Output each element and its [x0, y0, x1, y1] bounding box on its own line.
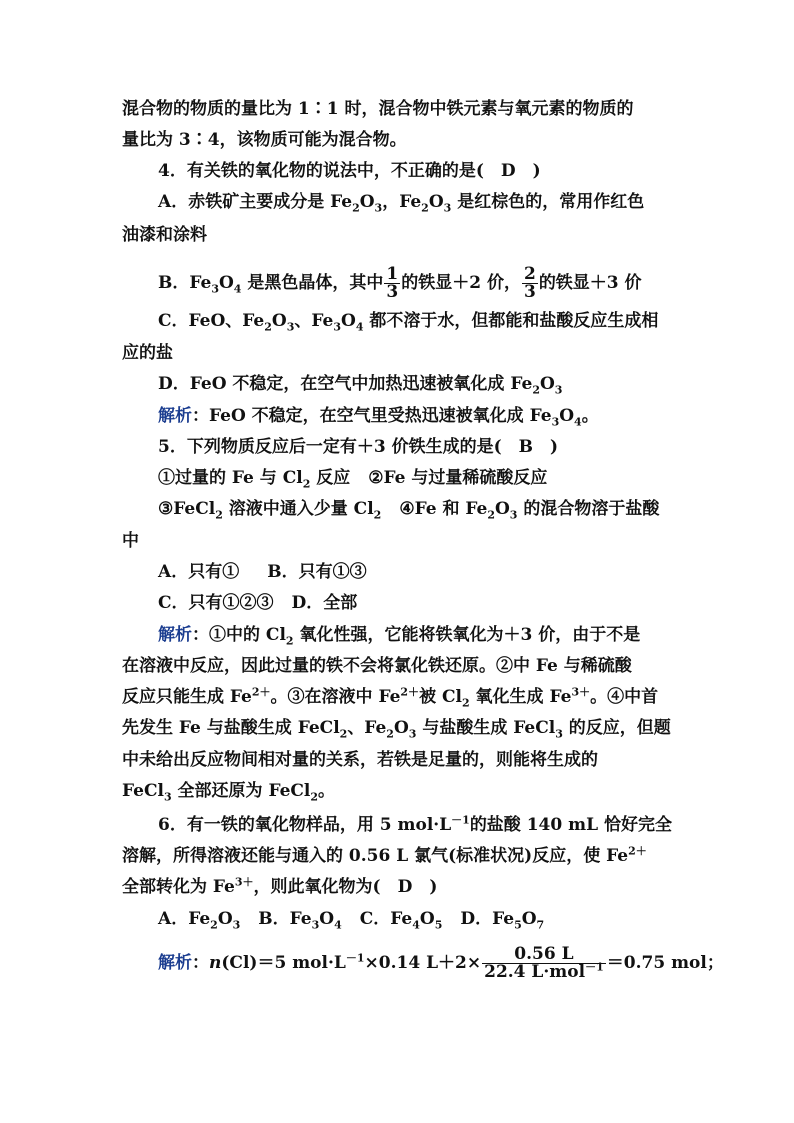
subscript: 4 [412, 918, 420, 932]
text-run: 溶解，所得溶液还能与通入的 0.56 L 氯气(标准状况)反应，使 Fe [122, 846, 629, 866]
text-run: 6．有一铁的氧化物样品，用 5 mol·L [158, 815, 452, 835]
subscript: 3 [374, 201, 383, 215]
text-run: 量比为 3∶4，该物质可能为混合物。 [122, 130, 407, 150]
subscript: 2 [532, 383, 540, 397]
subscript: 2 [339, 727, 348, 741]
q4-option-c [158, 310, 658, 332]
text-run: 3 [523, 282, 536, 302]
superscript: －1 [585, 960, 604, 974]
text-run: 的铁显＋3 价 [538, 273, 642, 293]
q5-statements-3-4 [158, 498, 659, 520]
text-run: (Cl)＝5 mol·L [221, 953, 346, 973]
superscript: 3＋ [234, 875, 254, 889]
text-run: 被 Cl [419, 687, 462, 707]
text-run: A．赤铁矿主要成分是 Fe [158, 192, 353, 212]
q5-statement-continuation [122, 530, 139, 552]
subscript: 2 [352, 201, 360, 215]
subscript: 5 [434, 918, 443, 932]
subscript: 2 [310, 790, 319, 804]
text-run: D．FeO 不稳定，在空气中加热迅速被氧化成 Fe [158, 374, 533, 394]
text-run: 、Fe [294, 311, 334, 331]
text-line [122, 749, 598, 771]
text-line [122, 876, 437, 898]
text-run: 先发生 Fe 与盐酸生成 FeCl [122, 718, 340, 738]
text-run: 反应只能生成 Fe [122, 687, 252, 707]
text-run: O [428, 192, 444, 212]
q4-explanation [158, 405, 599, 427]
fraction-one-third [384, 266, 400, 301]
subscript: 3 [286, 320, 295, 334]
text-run: O [393, 718, 409, 738]
text-line [122, 717, 671, 739]
text-run: ，则此氧化物为( D ) [253, 877, 438, 897]
subscript: 2 [264, 320, 272, 334]
text-run: 的反应，但题 [562, 718, 671, 738]
subscript: 3 [554, 383, 563, 397]
text-run: B．只有①③ [267, 562, 367, 582]
q4-option-a [158, 191, 644, 213]
superscript: 2＋ [628, 844, 647, 858]
subscript: 3 [551, 415, 560, 429]
superscript: －1 [451, 813, 470, 827]
text-run: A．Fe [158, 909, 211, 929]
text-run: 1 [386, 264, 399, 284]
subscript: 2 [285, 634, 294, 648]
text-run: 全部还原为 FeCl [171, 781, 311, 801]
text-run: C．FeO、Fe [158, 311, 265, 331]
subscript: 2 [487, 508, 495, 522]
text-run: ④Fe 和 Fe [399, 499, 488, 519]
text-run: O [521, 909, 537, 929]
text-run: O [319, 909, 335, 929]
q6-explanation [158, 946, 724, 981]
text-run: 与盐酸生成 FeCl [416, 718, 556, 738]
text-run: 油漆和涂料 [122, 225, 207, 245]
subscript: 2 [373, 508, 382, 522]
text-run: 0.56 L [482, 946, 606, 964]
text-run: ：①中的 Cl [192, 625, 286, 645]
superscript: 2＋ [400, 685, 420, 699]
text-run [482, 960, 606, 982]
q4-option-b [158, 266, 642, 301]
text-run: ②Fe 与过量稀硫酸反应 [368, 468, 548, 488]
question-6-stem [158, 814, 672, 836]
text-run: 溶液中通入少量 Cl [222, 499, 374, 519]
text-run: B．Fe [158, 273, 212, 293]
text-run: 反应 [310, 468, 351, 488]
q6-options [158, 908, 544, 930]
text-run: ：FeO 不稳定，在空气里受热迅速被氧化成 Fe [192, 406, 552, 426]
subscript: 3 [163, 790, 172, 804]
question-4-stem [158, 160, 541, 182]
explanation-label: 解析 [158, 953, 192, 973]
text-run: O [359, 192, 375, 212]
subscript: 2 [302, 477, 311, 491]
explanation-label: 解析 [158, 406, 192, 426]
text-run: O [341, 311, 356, 331]
text-run: 全部转化为 Fe [122, 877, 235, 897]
subscript: 3 [555, 727, 563, 741]
fraction-volume-over-molar-volume [482, 946, 606, 981]
text-run: D．Fe [460, 909, 515, 929]
text-run: O [271, 311, 287, 331]
q4-option-c-continuation [122, 342, 173, 364]
text-run: 的铁显＋2 价， [401, 273, 521, 293]
text-run: D．全部 [291, 593, 358, 613]
subscript: 2 [210, 918, 218, 932]
text-run: 。 [581, 406, 599, 426]
subscript: 2 [215, 508, 223, 522]
math-variable: n [209, 953, 222, 973]
subscript: 2 [386, 727, 394, 741]
text-run: 应的盐 [122, 343, 173, 363]
subscript: 4 [574, 415, 582, 429]
text-run: C．Fe [359, 909, 413, 929]
text-run: O [559, 406, 575, 426]
text-run: 中未给出反应物间相对量的关系，若铁是足量的，则能将生成的 [122, 750, 598, 770]
text-run: B．Fe [258, 909, 312, 929]
text-run: 的盐酸 140 mL 恰好完全 [469, 815, 672, 835]
text-run: 3 [386, 282, 399, 302]
explanation-label: 解析 [158, 625, 192, 645]
text-run: 是红棕色的，常用作红色 [451, 192, 645, 212]
q5-options-a-b [158, 561, 367, 583]
text-run: O [494, 499, 510, 519]
text-run: ＝0.75 mol； [606, 953, 724, 973]
subscript: 3 [311, 918, 320, 932]
text-run: 。④中首 [590, 687, 659, 707]
text-run: C．只有①②③ [158, 593, 274, 613]
text-run: 4．有关铁的氧化物的说法中，不正确的是( D ) [158, 161, 541, 181]
subscript: 2 [461, 696, 470, 710]
text-line [122, 845, 647, 867]
text-line [122, 655, 632, 677]
text-run: 都不溶于水，但都能和盐酸反应生成相 [363, 311, 659, 331]
text-run: FeCl [122, 781, 164, 801]
text-run: 混合物的物质的量比为 1∶1 时，混合物中铁元素与氧元素的物质的 [122, 99, 634, 119]
text-run: ①过量的 Fe 与 Cl [158, 468, 303, 488]
text-run: 22.4 L·mol [484, 962, 586, 982]
text-run: 。 [318, 781, 336, 801]
subscript: 5 [514, 918, 522, 932]
text-run: ，Fe [382, 192, 422, 212]
subscript: 3 [211, 282, 219, 296]
text-run: A．只有① [158, 562, 240, 582]
subscript: 4 [355, 320, 364, 334]
q5-statements-1-2 [158, 467, 547, 489]
subscript: 3 [509, 508, 518, 522]
q4-option-a-continuation [122, 224, 207, 246]
q4-option-d [158, 373, 562, 395]
text-line [122, 780, 335, 802]
text-run: O [217, 909, 233, 929]
text-run: ×0.14 L＋2× [364, 953, 482, 973]
subscript: 3 [333, 320, 341, 334]
text-line [122, 686, 658, 708]
superscript: 2＋ [251, 685, 271, 699]
subscript: 3 [443, 201, 452, 215]
q5-options-c-d [158, 592, 357, 614]
text-run: 。③在溶液中 Fe [270, 687, 401, 707]
text-run: 的混合物溶于盐酸 [517, 499, 660, 519]
subscript: 3 [232, 918, 241, 932]
text-run: 、Fe [347, 718, 387, 738]
superscript: －1 [345, 951, 365, 965]
text-line [122, 129, 407, 151]
text-run: ③FeCl [158, 499, 216, 519]
subscript: 7 [536, 918, 545, 932]
text-run: 中 [122, 531, 139, 551]
text-run: O [539, 374, 555, 394]
subscript: 4 [334, 918, 342, 932]
superscript: 3＋ [571, 685, 591, 699]
text-run: O [419, 909, 435, 929]
question-5-stem [158, 436, 558, 458]
text-run: O [218, 273, 234, 293]
text-run: 氧化性强，它能将铁氧化为＋3 价，由于不是 [293, 625, 641, 645]
subscript: 4 [233, 282, 242, 296]
text-line [122, 98, 634, 120]
text-run: 在溶液中反应，因此过量的铁不会将氯化铁还原。②中 Fe 与稀硫酸 [122, 656, 632, 676]
subscript: 3 [408, 727, 417, 741]
text-run: ： [192, 953, 209, 973]
fraction-two-thirds [522, 266, 538, 301]
text-run: 氧化生成 Fe [469, 687, 572, 707]
q5-explanation [158, 624, 640, 646]
text-run: 5．下列物质反应后一定有＋3 价铁生成的是( B ) [158, 437, 559, 457]
subscript: 2 [421, 201, 429, 215]
text-run: 2 [523, 264, 536, 284]
text-run: 是黑色晶体，其中 [241, 273, 384, 293]
